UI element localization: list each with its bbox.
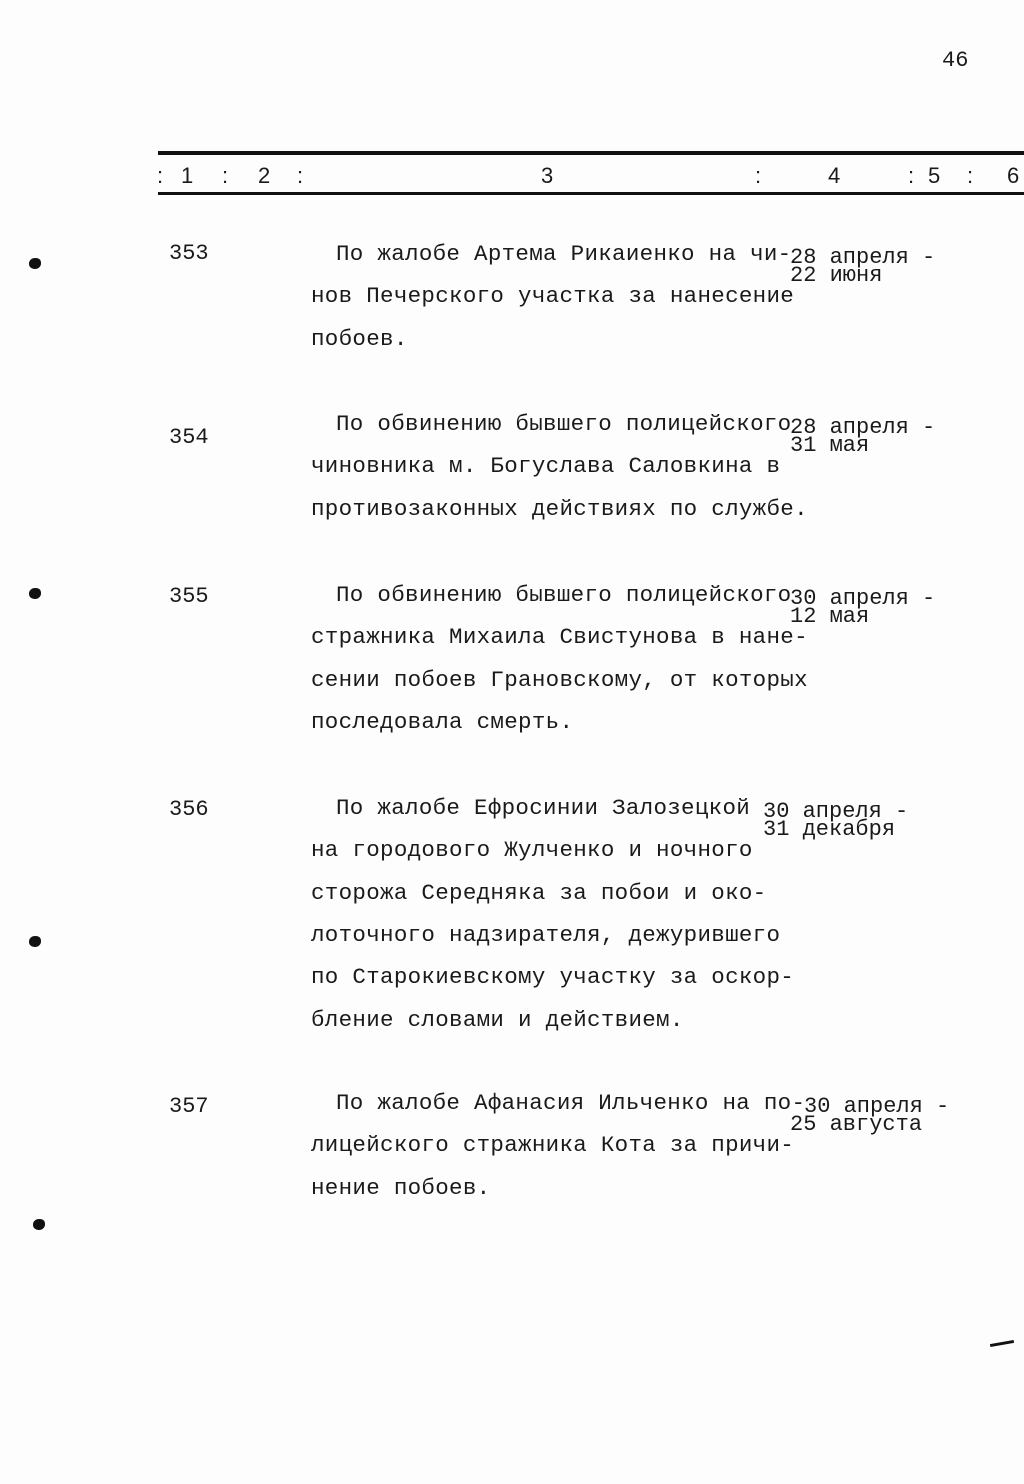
record-date-end: 31 мая bbox=[790, 433, 870, 458]
table-header-bottom-rule bbox=[158, 192, 1024, 195]
record-number: 356 bbox=[169, 797, 209, 822]
record-description-line: сении побоев Грановскому, от которых bbox=[311, 666, 808, 693]
record-description-line: противозаконных действиях по службе. bbox=[311, 495, 808, 522]
record-description-line: последовала смерть. bbox=[311, 708, 574, 735]
column-header-1: 1 bbox=[181, 163, 194, 188]
record-number: 357 bbox=[169, 1094, 209, 1119]
record-description-line: бление словами и действием. bbox=[311, 1006, 684, 1033]
record-description-line: По жалобе Артема Рикаиенко на чи- bbox=[336, 241, 792, 267]
hole-punch-mark bbox=[33, 1219, 45, 1230]
record-number: 353 bbox=[169, 241, 209, 266]
record-description-line: чиновника м. Богуслава Саловкина в bbox=[311, 453, 781, 480]
record-description-line: лоточного надзирателя, дежурившего bbox=[311, 921, 781, 948]
record-description-line: По обвинению бывшего полицейского bbox=[336, 582, 792, 608]
column-header-2: 2 bbox=[258, 163, 271, 188]
record-description-line: стражника Михаила Свистунова в нане- bbox=[311, 624, 808, 651]
column-separator: : bbox=[908, 163, 915, 188]
record-description-line: По жалобе Афанасия Ильченко на по- bbox=[336, 1090, 806, 1116]
record-description-line: нов Печерского участка за нанесение bbox=[311, 283, 795, 310]
page-number: 46 bbox=[942, 48, 969, 73]
record-date-start: 30 апреля - bbox=[790, 586, 936, 611]
record-date-end: 25 августа bbox=[790, 1112, 923, 1137]
column-header-3: 3 bbox=[541, 163, 554, 188]
record-date-end: 12 мая bbox=[790, 604, 870, 629]
table-header-top-rule bbox=[158, 151, 1024, 155]
record-date-start: 30 апреля - bbox=[763, 799, 909, 824]
record-number: 355 bbox=[169, 584, 209, 609]
record-description-line: по Старокиевскому участку за оскор- bbox=[311, 964, 795, 991]
record-description-line: сторожа Середняка за побои и око- bbox=[311, 879, 767, 906]
record-description-line: побоев. bbox=[311, 325, 408, 352]
column-separator: : bbox=[967, 163, 974, 188]
hole-punch-mark bbox=[29, 258, 41, 269]
column-header-4: 4 bbox=[828, 163, 841, 188]
column-separator: : bbox=[222, 163, 229, 188]
record-description-line: на городового Жулченко и ночного bbox=[311, 837, 753, 864]
record-description-line: По жалобе Ефросинии Залозецкой bbox=[336, 795, 751, 821]
record-number: 354 bbox=[169, 425, 209, 450]
hole-punch-mark bbox=[29, 936, 41, 947]
record-description-line: нение побоев. bbox=[311, 1174, 491, 1201]
record-description-line: лицейского стражника Кота за причи- bbox=[311, 1132, 795, 1159]
column-header-5: 5 bbox=[928, 163, 941, 188]
hole-punch-mark bbox=[29, 588, 41, 599]
column-separator: : bbox=[297, 163, 304, 188]
record-date-end: 22 июня bbox=[790, 263, 883, 288]
margin-mark bbox=[990, 1340, 1014, 1347]
record-description-line: По обвинению бывшего полицейского bbox=[336, 411, 792, 437]
record-date-start: 28 апреля - bbox=[790, 415, 936, 440]
column-separator: : bbox=[755, 163, 762, 188]
column-header-6: 6 bbox=[1007, 163, 1020, 188]
record-date-start: 30 апреля - bbox=[804, 1094, 950, 1119]
record-date-start: 28 апреля - bbox=[790, 245, 936, 270]
record-date-end: 31 декабря bbox=[763, 817, 896, 842]
column-separator: : bbox=[157, 163, 164, 188]
